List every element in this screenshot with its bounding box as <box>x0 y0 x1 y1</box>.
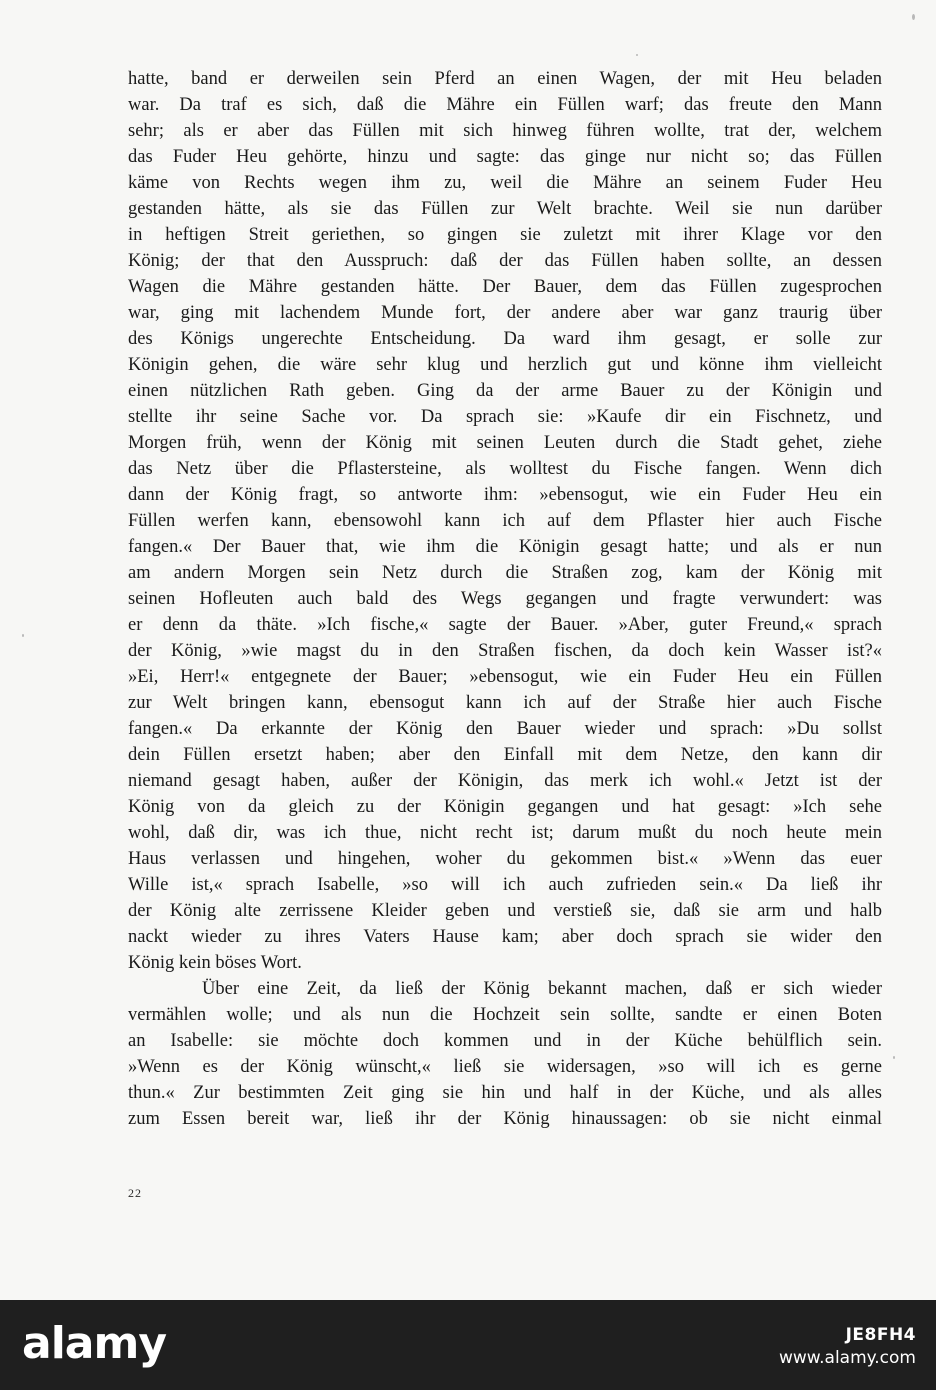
text-line: hatte, band er derweilen sein Pferd an einen Wagen, der mit Heu beladen <box>128 69 882 89</box>
text-line: »Wenn es der König wünscht,« ließ sie widersagen, »so will ich es gerne <box>128 1057 882 1077</box>
text-line: Füllen werfen kann, ebensowohl kann ich auf dem Pflaster hier auch Fische <box>128 511 882 531</box>
text-line: fangen.« Da erkannte der König den Bauer wieder und sprach: »Du sollst <box>128 719 882 739</box>
scan-speck <box>636 54 638 56</box>
text-line: am andern Morgen sein Netz durch die Straßen zog, kam der König mit <box>128 563 882 583</box>
text-line: König kein böses Wort. <box>128 953 302 973</box>
text-line: »Ei, Herr!« entgegnete der Bauer; »ebensogut, wie ein Fuder Heu ein Füllen <box>128 667 882 687</box>
text-line: stellte ihr seine Sache vor. Da sprach sie: »Kaufe dir ein Fischnetz, und <box>128 407 882 427</box>
text-line: König von da gleich zu der Königin gegangen und hat gesagt: »Ich sehe <box>128 797 882 817</box>
stock-watermark-banner <box>0 1300 936 1390</box>
text-line: an Isabelle: sie möchte doch kommen und in der Küche behülflich sein. <box>128 1031 882 1051</box>
text-line: das Fuder Heu gehörte, hinzu und sagte: das ginge nur nicht so; das Füllen <box>128 147 882 167</box>
text-line: zur Welt bringen kann, ebensogut kann ich auf der Straße hier auch Fische <box>128 693 882 713</box>
text-line: nackt wieder zu ihres Vaters Hause kam; aber doch sprach sie wider den <box>128 927 882 947</box>
text-line: vermählen wolle; und als nun die Hochzeit sein sollte, sandte er einen Boten <box>128 1005 882 1025</box>
body-text <box>128 66 882 1132</box>
scan-speck <box>22 634 24 637</box>
text-line: fangen.« Der Bauer that, wie ihm die Königin gesagt hatte; und als er nun <box>128 537 882 557</box>
text-line: Königin gehen, die wäre sehr klug und herzlich gut und könne ihm vielleicht <box>128 355 882 375</box>
alamy-logo: alamy <box>22 1318 166 1369</box>
text-line: zum Essen bereit war, ließ ihr der König hinaussagen: ob sie nicht einmal <box>128 1109 882 1129</box>
text-line: König; der that den Ausspruch: daß der das Füllen haben sollte, an dessen <box>128 251 882 271</box>
text-line: des Königs ungerechte Entscheidung. Da ward ihm gesagt, er solle zur <box>128 329 882 349</box>
text-line: Wagen die Mähre gestanden hätte. Der Bauer, dem das Füllen zugesprochen <box>128 277 882 297</box>
scan-speck <box>912 14 915 20</box>
text-line: dann der König fragt, so antworte ihm: »ebensogut, wie ein Fuder Heu ein <box>128 485 882 505</box>
scan-speck <box>893 1056 895 1059</box>
text-line: das Netz über die Pflastersteine, als wolltest du Fische fangen. Wenn dich <box>128 459 882 479</box>
banner-info <box>779 1324 916 1370</box>
text-line: gestanden hätte, als sie das Füllen zur Welt brachte. Weil sie nun darüber <box>128 199 882 219</box>
text-line: dein Füllen ersetzt haben; aber den Einfall mit dem Netze, den kann dir <box>128 745 882 765</box>
text-line: seinen Hofleuten auch bald des Wegs gegangen und fragte verwundert: was <box>128 589 882 609</box>
text-line: Wille ist,« sprach Isabelle, »so will ich auch zufrieden sein.« Da ließ ihr <box>128 875 882 895</box>
text-line: in heftigen Streit geriethen, so gingen sie zuletzt mit ihrer Klage vor den <box>128 225 882 245</box>
text-line: der König alte zerrissene Kleider geben und verstieß sie, daß sie arm und halb <box>128 901 882 921</box>
text-line: Morgen früh, wenn der König mit seinen Leuten durch die Stadt gehet, ziehe <box>128 433 882 453</box>
text-line: war, ging mit lachendem Munde fort, der andere aber war ganz traurig über <box>128 303 882 323</box>
text-line: wohl, daß dir, was ich thue, nicht recht ist; darum mußt du noch heute mein <box>128 823 882 843</box>
text-line: einen nützlichen Rath geben. Ging da der arme Bauer zu der Königin und <box>128 381 882 401</box>
image-id: JE8FH4 <box>845 1325 916 1345</box>
text-line: er denn da thäte. »Ich fische,« sagte der Bauer. »Aber, guter Freund,« sprach <box>128 615 882 635</box>
text-line: Haus verlassen und hingehen, woher du gekommen bist.« »Wenn das euer <box>128 849 882 869</box>
text-line: käme von Rechts wegen ihm zu, weil die Mähre an seinem Fuder Heu <box>128 173 882 193</box>
page-number: 22 <box>128 1186 142 1200</box>
text-line: war. Da traf es sich, daß die Mähre ein Füllen warf; das freute den Mann <box>128 95 882 115</box>
paragraph-start-line: Über eine Zeit, da ließ der König bekannt machen, daß er sich wieder <box>202 979 882 999</box>
text-line: niemand gesagt haben, außer der Königin, das merk ich wohl.« Jetzt ist der <box>128 771 882 791</box>
banner-url: www.alamy.com <box>778 1348 916 1368</box>
text-line: der König, »wie magst du in den Straßen fischen, da doch kein Wasser ist?« <box>128 641 882 661</box>
text-line: sehr; als er aber das Füllen mit sich hinweg führen wollte, trat der, welchem <box>128 121 882 141</box>
text-line: thun.« Zur bestimmten Zeit ging sie hin und half in der Küche, und als alles <box>128 1083 882 1103</box>
